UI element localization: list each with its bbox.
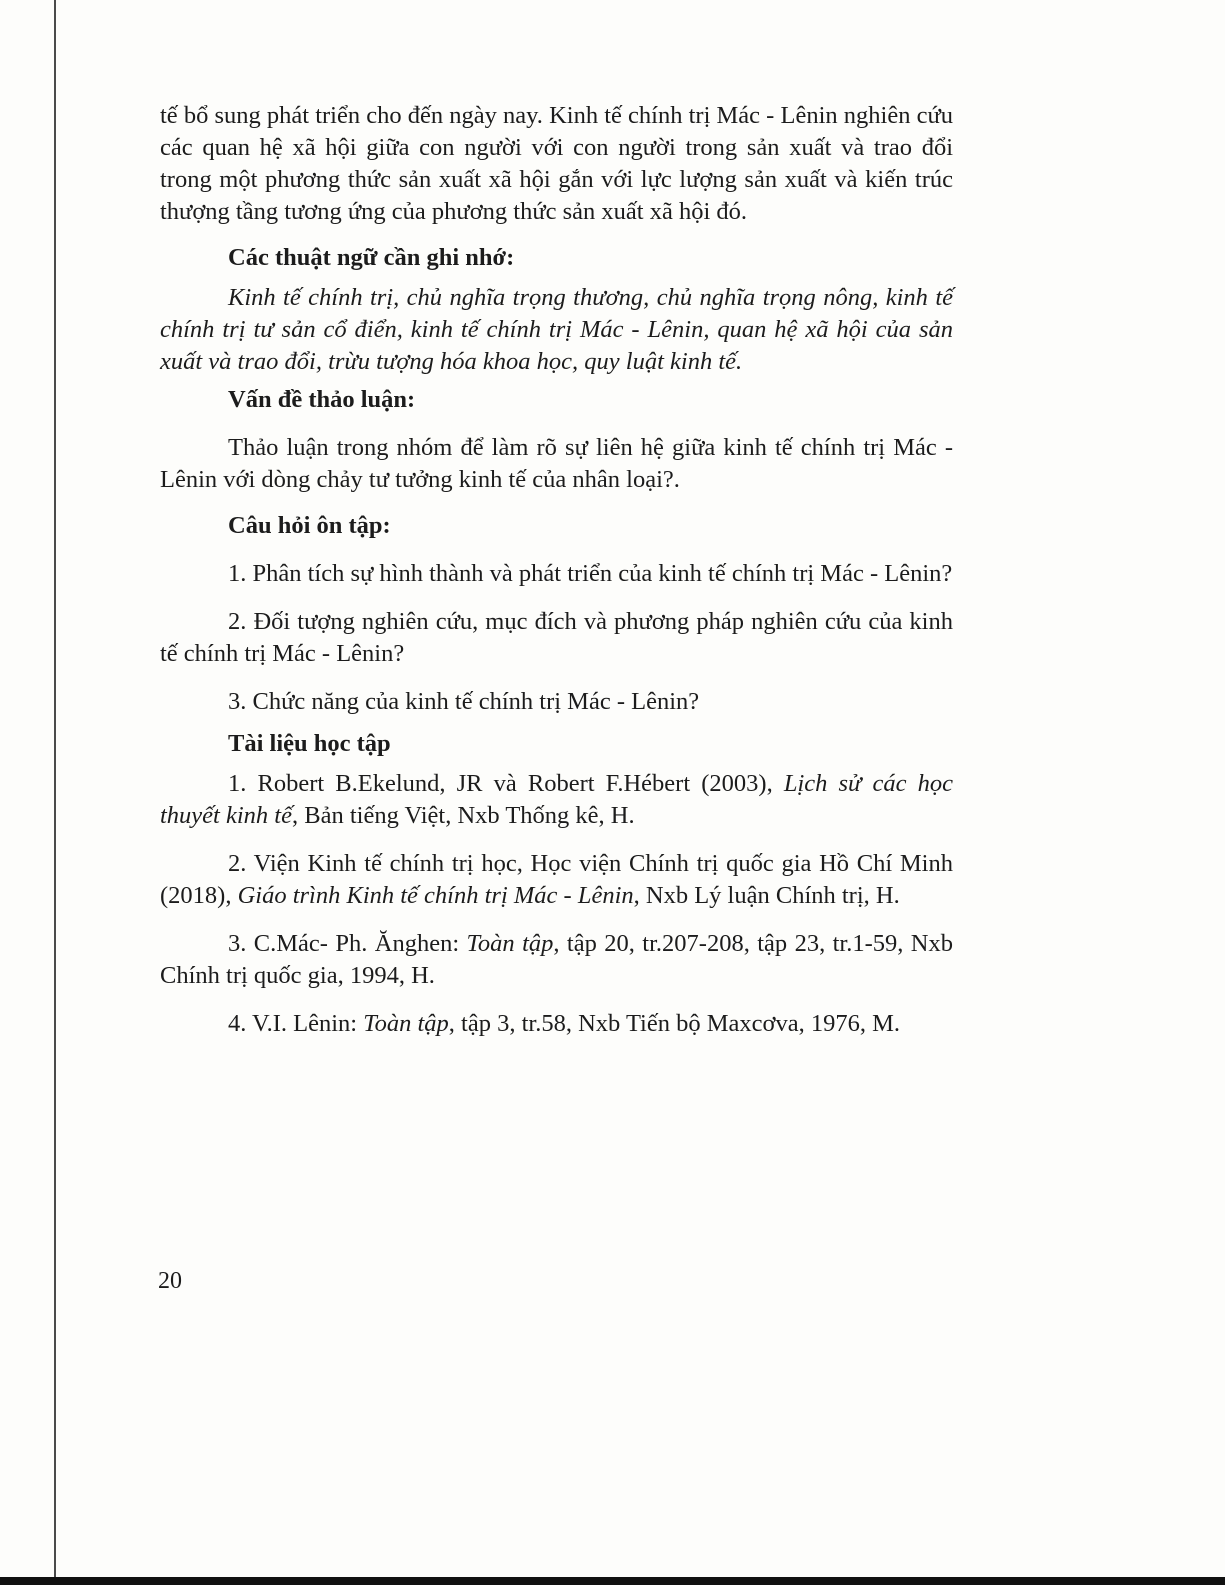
- references-heading: Tài liệu học tập: [228, 730, 391, 757]
- reference-1-author: 1. Robert B.Ekelund, JR và Robert F.Hébert (2003),: [228, 770, 784, 797]
- reference-item-2: [160, 848, 953, 912]
- review-question-2: 2. Đối tượng nghiên cứu, mục đích và phương pháp nghiên cứu của kinh tế chính trị Mác - Lênin?: [160, 608, 953, 667]
- reference-4-title: Toàn tập: [363, 1010, 449, 1037]
- page-number: 20: [158, 1268, 182, 1294]
- page-content: [160, 100, 953, 1040]
- discussion-text: Thảo luận trong nhóm để làm rõ sự liên hệ giữa kinh tế chính trị Mác - Lênin với dòng chảy tư tưởng kinh tế của nhân loại?.: [160, 434, 953, 493]
- reference-1-publisher: , Bản tiếng Việt, Nxb Thống kê, H.: [291, 802, 635, 829]
- review-heading: Câu hỏi ôn tập:: [228, 512, 391, 539]
- terms-heading: Các thuật ngữ cần ghi nhớ:: [228, 244, 515, 271]
- terms-text: Kinh tế chính trị, chủ nghĩa trọng thương, chủ nghĩa trọng nông, kinh tế chính trị tư sản cổ điển, kinh tế chính trị Mác - Lênin, quan hệ xã hội của sản xuất và trao đổi, trừu tượng hóa khoa học, quy luật kinh tế.: [160, 284, 953, 375]
- reference-3-title: Toàn tập: [466, 930, 554, 957]
- page-left-edge: [54, 0, 56, 1585]
- reference-2-author: 2. Viện Kinh tế chính trị học, Học viện Chính trị quốc gia Hồ Chí Minh (2018),: [160, 850, 953, 909]
- reference-3-author: 3. C.Mác- Ph. Ănghen:: [228, 930, 467, 957]
- reference-3-publisher: , tập 20, tr.207-208, tập 23, tr.1-59, Nxb Chính trị quốc gia, 1994, H.: [160, 930, 953, 989]
- reference-item-1: [160, 768, 953, 832]
- reference-item-3: [160, 928, 953, 992]
- reference-item-4: [160, 1008, 953, 1040]
- reference-2-title: Giáo trình Kinh tế chính trị Mác - Lênin: [237, 882, 634, 909]
- review-question-1: 1. Phân tích sự hình thành và phát triển của kinh tế chính trị Mác - Lênin?: [228, 560, 953, 587]
- reference-2-publisher: , Nxb Lý luận Chính trị, H.: [633, 882, 900, 909]
- review-question-3: 3. Chức năng của kinh tế chính trị Mác - Lênin?: [228, 688, 700, 715]
- reference-4-author: 4. V.I. Lênin:: [228, 1010, 364, 1037]
- intro-paragraph: tế bổ sung phát triển cho đến ngày nay. Kinh tế chính trị Mác - Lênin nghiên cứu các quan hệ xã hội giữa con người với con người trong sản xuất và trao đổi trong một phương thức sản xuất xã hội gắn với lực lượng sản xuất và kiến trúc thượng tầng tương ứng của phương thức sản xuất xã hội đó.: [160, 102, 953, 225]
- discussion-heading: Vấn đề thảo luận:: [228, 386, 416, 413]
- page-bottom-edge: [0, 1577, 1225, 1585]
- reference-1-title: Lịch sử các học thuyết kinh tế: [160, 770, 953, 829]
- reference-4-publisher: , tập 3, tr.58, Nxb Tiến bộ Maxcơva, 1976, M.: [448, 1010, 901, 1037]
